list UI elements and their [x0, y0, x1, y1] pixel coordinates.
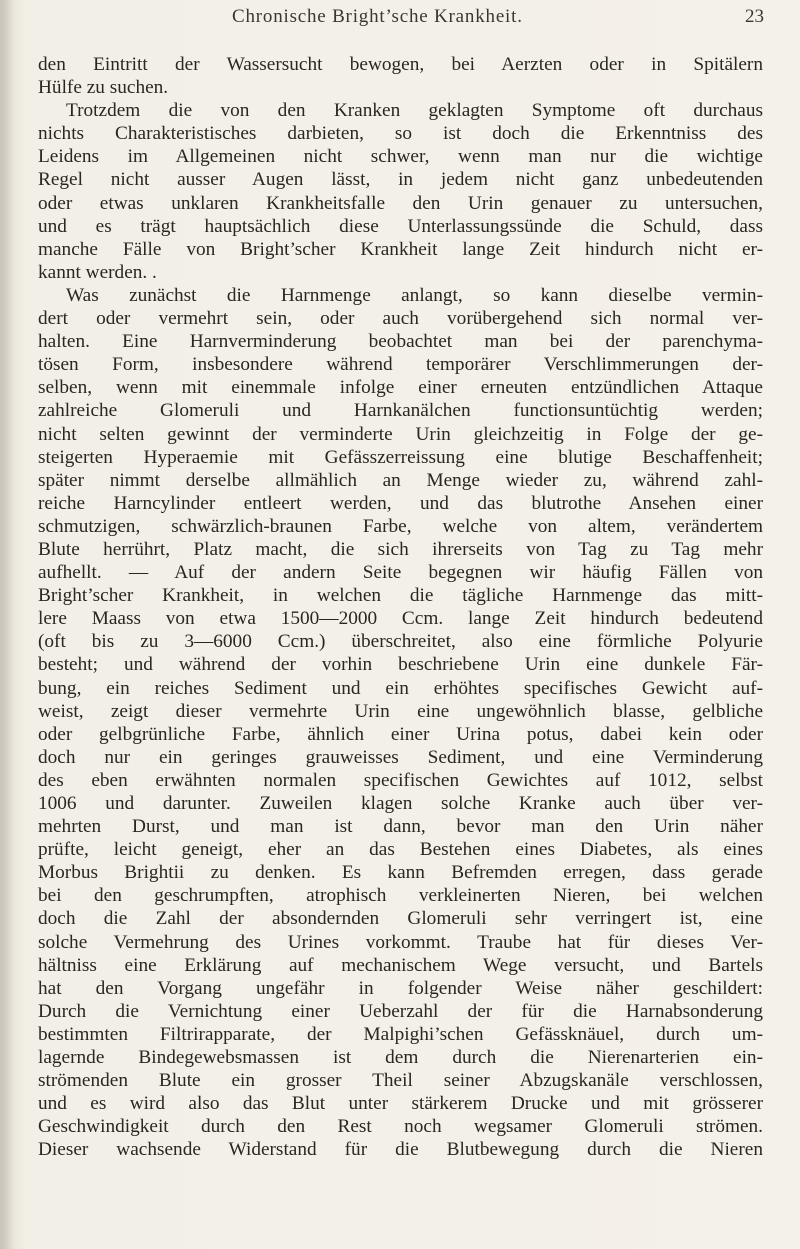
text-line: Durch die Vernichtung einer Ueberzahl der für die Harnabsonderung — [38, 1000, 763, 1022]
text-line: hat den Vorgang ungefähr in folgender Weise näher geschildert: — [38, 977, 763, 999]
binding-shadow — [0, 0, 14, 1249]
text-line: lere Maass von etwa 1500—2000 Ccm. lange Zeit hindurch bedeutend — [38, 608, 763, 630]
body-text — [38, 53, 763, 1162]
page-number: 23 — [745, 6, 764, 27]
text-line: schmutzigen, schwärzlich-braunen Farbe, welche von altem, verändertem — [38, 515, 763, 537]
text-line: oder etwas unklaren Krankheitsfalle den Urin genauer zu untersuchen, — [38, 192, 763, 214]
text-line: steigerten Hyperaemie mit Gefässzerreissung eine blutige Beschaffenheit; — [38, 446, 763, 468]
text-line: 1006 und darunter. Zuweilen klagen solche Kranke auch über ver- — [38, 793, 763, 814]
text-line: Blute herrührt, Platz macht, die sich ihrerseits von Tag zu Tag mehr — [38, 538, 763, 560]
text-line: solche Vermehrung des Urines vorkommt. Traube hat für dieses Ver- — [38, 931, 763, 953]
text-line: Hülfe zu suchen. — [38, 77, 169, 99]
text-line: mehrten Durst, und man ist dann, bevor man den Urin näher — [38, 816, 763, 838]
running-head — [0, 6, 800, 30]
text-line: Leidens im Allgemeinen nicht schwer, wenn man nur die wichtige — [38, 146, 763, 168]
text-line: bung, ein reiches Sediment und ein erhöhtes specifisches Gewicht auf- — [38, 677, 763, 699]
text-line: prüfte, leicht geneigt, eher an das Bestehen eines Diabetes, als eines — [38, 839, 763, 861]
text-line: doch die Zahl der absondernden Glomeruli sehr verringert ist, eine — [38, 908, 763, 930]
text-line: (oft bis zu 3—6000 Ccm.) überschreitet, also eine förmliche Polyurie — [38, 631, 763, 653]
text-line: besteht; und während der vorhin beschriebene Urin eine dunkele Fär- — [38, 654, 763, 676]
text-line: halten. Eine Harnverminderung beobachtet man bei der parenchyma- — [38, 331, 763, 353]
text-line: aufhellt. — Auf der andern Seite begegnen wir häufig Fällen von — [38, 562, 763, 584]
text-line: Dieser wachsende Widerstand für die Blutbewegung durch die Nieren — [38, 1139, 763, 1161]
text-line: des eben erwähnten normalen specifischen Gewichtes auf 1012, selbst — [38, 769, 763, 791]
text-line: manche Fälle von Bright’scher Krankheit lange Zeit hindurch nicht er- — [38, 238, 763, 260]
text-line: tösen Form, insbesondere während temporärer Verschlimmerungen der- — [38, 354, 763, 376]
text-line: Trotzdem die von den Kranken geklagten Symptome oft durchaus — [66, 100, 763, 122]
text-line: hältniss eine Erklärung auf mechanischem Wege versucht, und Bartels — [38, 954, 763, 976]
text-line: oder gelbgrünliche Farbe, ähnlich einer Urina potus, dabei kein oder — [38, 723, 763, 745]
running-title: Chronische Bright’sche Krankheit. — [232, 6, 523, 27]
text-line: später nimmt derselbe allmählich an Menge wieder zu, während zahl- — [38, 469, 763, 491]
text-line: den Eintritt der Wassersucht bewogen, bei Aerzten oder in Spitälern — [38, 54, 763, 75]
text-line: nichts Charakteristisches darbieten, so ist doch die Erkenntniss des — [38, 123, 763, 145]
text-line: reiche Harncylinder entleert werden, und das blutrothe Ansehen einer — [38, 492, 763, 514]
text-line: strömenden Blute ein grosser Theil seiner Abzugskanäle verschlossen, — [38, 1070, 763, 1092]
text-line: bei den geschrumpften, atrophisch verkleinerten Nieren, bei welchen — [38, 885, 763, 907]
text-line: und es wird also das Blut unter stärkerem Drucke und mit grösserer — [38, 1093, 763, 1115]
text-line: doch nur ein geringes grauweisses Sediment, und eine Verminderung — [38, 746, 763, 768]
text-line: zahlreiche Glomeruli und Harnkanälchen functionsuntüchtig werden; — [38, 400, 763, 422]
text-line: lagernde Bindegewebsmassen ist dem durch die Nierenarterien ein- — [38, 1047, 763, 1069]
text-line: weist, zeigt dieser vermehrte Urin eine ungewöhnlich blasse, gelbliche — [38, 700, 763, 722]
text-line: bestimmten Filtrirapparate, der Malpighi’schen Gefässknäuel, durch um- — [38, 1023, 763, 1045]
text-line: kannt werden. . — [38, 261, 157, 283]
text-line: Geschwindigkeit durch den Rest noch wegsamer Glomeruli strömen. — [38, 1116, 763, 1138]
text-line: Bright’scher Krankheit, in welchen die tägliche Harnmenge das mitt- — [38, 585, 763, 607]
text-line: nicht selten gewinnt der verminderte Urin gleichzeitig in Folge der ge- — [38, 423, 763, 445]
text-line: dert oder vermehrt sein, oder auch vorübergehend sich normal ver- — [38, 308, 763, 330]
text-line: Morbus Brightii zu denken. Es kann Befremden erregen, dass gerade — [38, 862, 763, 884]
text-line: Regel nicht ausser Augen lässt, in jedem nicht ganz unbedeutenden — [38, 169, 763, 191]
text-line: und es trägt hauptsächlich diese Unterlassungssünde die Schuld, dass — [38, 215, 763, 237]
text-line: selben, wenn mit einemmale infolge einer erneuten entzündlichen Attaque — [38, 377, 763, 399]
text-line: Was zunächst die Harnmenge anlangt, so kann dieselbe vermin- — [66, 284, 763, 306]
